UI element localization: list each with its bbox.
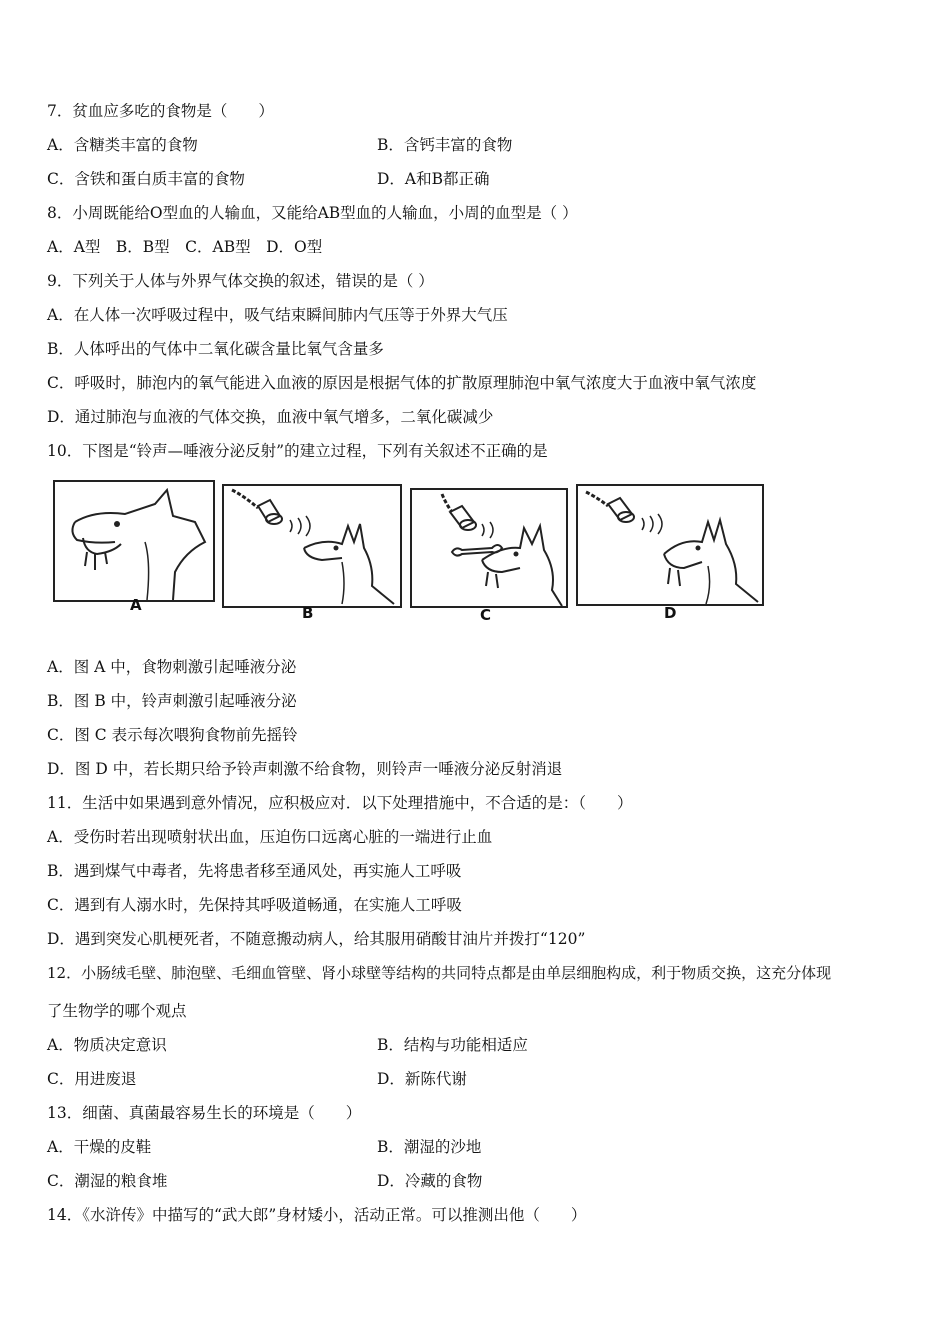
q12-option-d: D．新陈代谢 xyxy=(377,1070,467,1088)
dog-hearing-bell-illustration xyxy=(224,486,400,606)
q7-stem: 7．贫血应多吃的食物是（ ） xyxy=(47,102,274,120)
q9-option-b: B．人体呼出的气体中二氧化碳含量比氧气含量多 xyxy=(47,340,384,358)
q11-option-c: C．遇到有人溺水时，先保持其呼吸道畅通，在实施人工呼吸 xyxy=(47,896,462,914)
q9-option-a: A．在人体一次呼吸过程中，吸气结束瞬间肺内气压等于外界大气压 xyxy=(47,306,508,324)
q11-option-a: A．受伤时若出现喷射状出血，压迫伤口远离心脏的一端进行止血 xyxy=(47,828,493,846)
q12-stem-line1: 12．小肠绒毛壁、肺泡壁、毛细血管壁、肾小球壁等结构的共同特点都是由单层细胞构成，利于物质交换，这充分体现 xyxy=(47,964,832,982)
q13-option-a: A．干燥的皮鞋 xyxy=(47,1138,152,1156)
figure-label-d: D xyxy=(664,604,677,622)
q11-option-b: B．遇到煤气中毒者，先将患者移至通风处，再实施人工呼吸 xyxy=(47,862,462,880)
q7-option-c: C．含铁和蛋白质丰富的食物 xyxy=(47,170,245,188)
q10-option-b: B．图 B 中，铃声刺激引起唾液分泌 xyxy=(47,692,297,710)
figure-label-b: B xyxy=(302,604,314,622)
figure-panel-d xyxy=(576,484,764,606)
q11-option-d: D．遇到突发心肌梗死者，不随意搬动病人，给其服用硝酸甘油片并拨打“120” xyxy=(47,930,586,948)
bell-saliva-reflex-figure xyxy=(50,472,770,632)
figure-panel-b xyxy=(222,484,402,608)
q9-option-d: D．通过肺泡与血液的气体交换，血液中氧气增多，二氧化碳减少 xyxy=(47,408,494,426)
q8-options: A．A型 B．B型 C．AB型 D．O型 xyxy=(47,238,323,256)
q12-option-c: C．用进废退 xyxy=(47,1070,137,1088)
dog-bell-and-food-illustration xyxy=(412,490,566,606)
q12-option-b: B．结构与功能相适应 xyxy=(377,1036,528,1054)
q7-option-a: A．含糖类丰富的食物 xyxy=(47,136,198,154)
q13-stem: 13．细菌、真菌最容易生长的环境是（ ） xyxy=(47,1104,362,1122)
q12-stem-line2: 了生物学的哪个观点 xyxy=(47,1002,187,1020)
dog-eating-illustration xyxy=(55,482,213,600)
q13-option-c: C．潮湿的粮食堆 xyxy=(47,1172,168,1190)
q10-option-d: D．图 D 中，若长期只给予铃声刺激不给食物，则铃声一唾液分泌反射消退 xyxy=(47,760,563,778)
q10-option-a: A．图 A 中，食物刺激引起唾液分泌 xyxy=(47,658,297,676)
dog-salivating-at-bell-illustration xyxy=(578,486,762,604)
q14-stem: 14．《水浒传》中描写的“武大郎”身材矮小，活动正常。可以推测出他（ ） xyxy=(47,1206,587,1224)
figure-label-c: C xyxy=(480,606,492,624)
figure-label-a: A xyxy=(130,596,142,614)
q7-option-b: B．含钙丰富的食物 xyxy=(377,136,513,154)
figure-panel-c xyxy=(410,488,568,608)
q9-option-c: C．呼吸时，肺泡内的氧气能进入血液的原因是根据气体的扩散原理肺泡中氧气浓度大于血液中氧气浓度 xyxy=(47,374,757,392)
figure-panel-a xyxy=(53,480,215,602)
q11-stem: 11．生活中如果遇到意外情况，应积极应对．以下处理措施中，不合适的是：（ ） xyxy=(47,794,633,812)
q12-option-a: A．物质决定意识 xyxy=(47,1036,167,1054)
q13-option-d: D．冷藏的食物 xyxy=(377,1172,483,1190)
q9-stem: 9．下列关于人体与外界气体交换的叙述，错误的是（ ） xyxy=(47,272,434,290)
q8-stem: 8．小周既能给O型血的人输血，又能给AB型血的人输血，小周的血型是（ ） xyxy=(47,204,578,222)
q10-stem: 10．下图是“铃声—唾液分泌反射”的建立过程，下列有关叙述不正确的是 xyxy=(47,442,548,460)
q7-option-d: D．A和B都正确 xyxy=(377,170,490,188)
q10-option-c: C．图 C 表示每次喂狗食物前先摇铃 xyxy=(47,726,298,744)
q13-option-b: B．潮湿的沙地 xyxy=(377,1138,482,1156)
